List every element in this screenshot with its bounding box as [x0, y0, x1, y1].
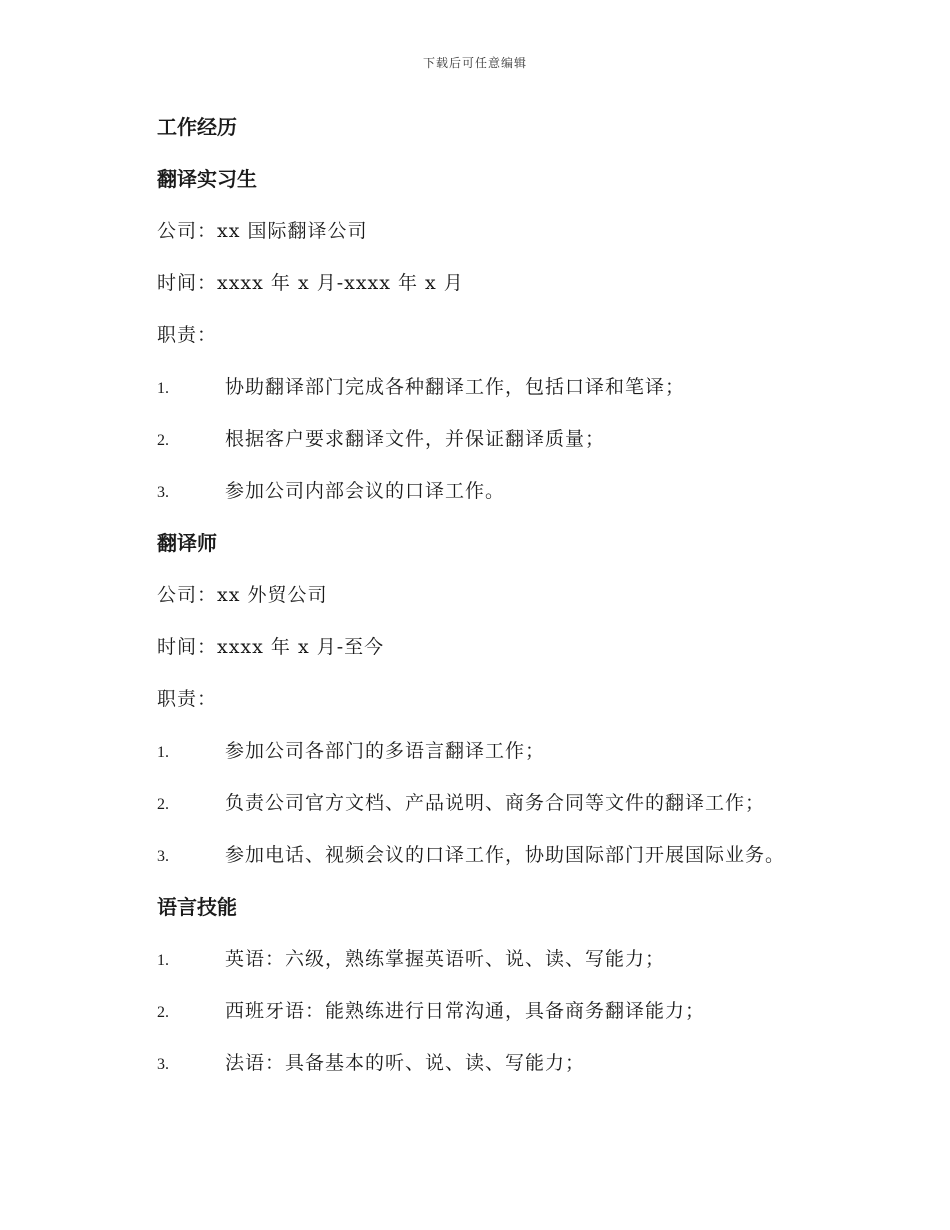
list-item-number: 1.: [157, 744, 169, 761]
list-item-number: 2.: [157, 796, 169, 813]
list-item-text: 西班牙语：能熟练进行日常沟通，具备商务翻译能力；: [225, 1000, 706, 1022]
list-item-number: 1.: [157, 952, 169, 969]
list-item-text: 英语：六级，熟练掌握英语听、说、读、写能力；: [225, 948, 666, 970]
list-item-text: 根据客户要求翻译文件，并保证翻译质量；: [225, 428, 606, 450]
section-title-language-skills: 语言技能: [157, 895, 237, 919]
list-item: [157, 422, 870, 474]
document-content: [157, 110, 870, 1098]
job-duties-label: 职责：: [157, 324, 218, 346]
job-company: 公司：xx 外贸公司: [157, 584, 328, 606]
job-title: 翻译实习生: [157, 167, 257, 191]
header-note: 下载后可任意编辑: [422, 56, 527, 70]
job-duties-label: 职责：: [157, 688, 218, 710]
list-item-number: 1.: [157, 380, 169, 397]
list-item-text: 法语：具备基本的听、说、读、写能力；: [225, 1052, 586, 1074]
list-item: [157, 734, 870, 786]
list-item-text: 参加电话、视频会议的口译工作，协助国际部门开展国际业务。: [225, 844, 786, 866]
list-item: [157, 786, 870, 838]
job-time: 时间：xxxx 年 x 月-xxxx 年 x 月: [157, 272, 464, 294]
section-title-work-experience: 工作经历: [157, 115, 237, 139]
list-item-number: 3.: [157, 848, 169, 865]
list-item: [157, 994, 870, 1046]
list-item-number: 2.: [157, 1004, 169, 1021]
list-item-number: 3.: [157, 1056, 169, 1073]
list-item-text: 协助翻译部门完成各种翻译工作，包括口译和笔译；: [225, 376, 686, 398]
list-item: [157, 370, 870, 422]
list-item: [157, 838, 870, 890]
list-item-text: 参加公司内部会议的口译工作。: [225, 480, 506, 502]
list-item-number: 2.: [157, 432, 169, 449]
list-item-text: 负责公司官方文档、产品说明、商务合同等文件的翻译工作；: [225, 792, 766, 814]
job-time: 时间：xxxx 年 x 月-至今: [157, 636, 385, 658]
list-item: [157, 1046, 870, 1098]
list-item-number: 3.: [157, 484, 169, 501]
list-item: [157, 474, 870, 526]
list-item: [157, 942, 870, 994]
job-company: 公司：xx 国际翻译公司: [157, 220, 368, 242]
list-item-text: 参加公司各部门的多语言翻译工作；: [225, 740, 546, 762]
job-title: 翻译师: [157, 531, 217, 555]
